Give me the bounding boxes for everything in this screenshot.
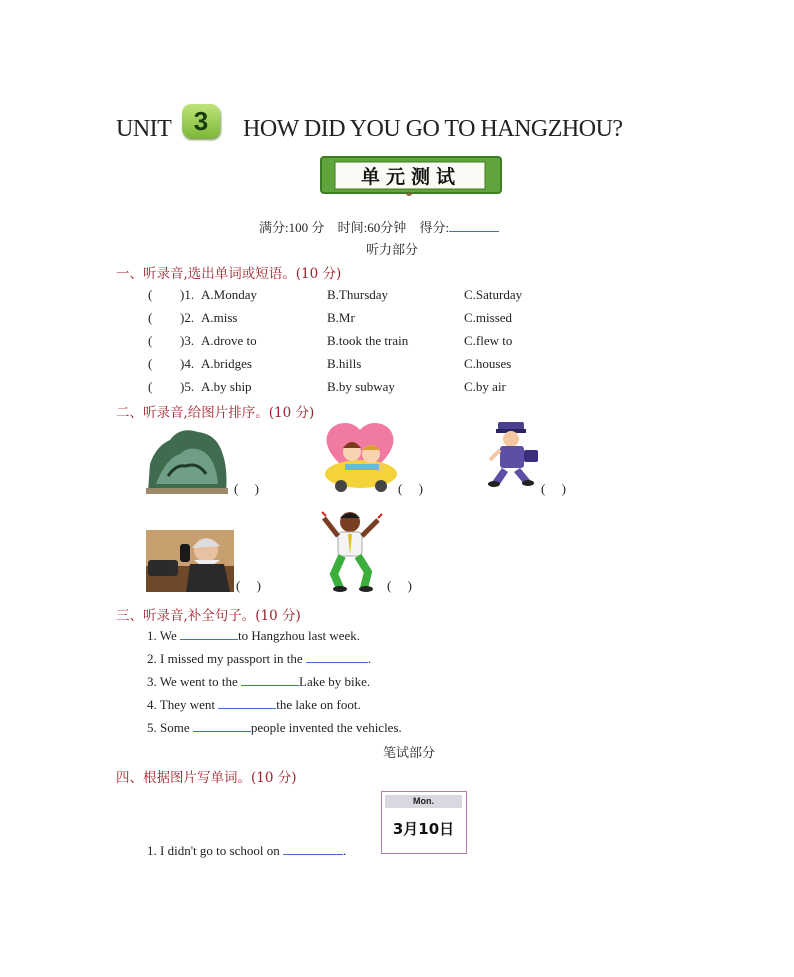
fill-blank[interactable]	[283, 854, 343, 855]
sentence-text: .	[342, 843, 347, 858]
fill-blank[interactable]	[306, 662, 368, 663]
unit-label: UNIT	[116, 116, 172, 142]
option-b: B.Thursday	[327, 287, 389, 302]
sentence-text: .	[367, 651, 372, 666]
sentence-text: 3. We went to the	[147, 674, 242, 689]
sentence-text: 2. I missed my passport in the	[147, 651, 306, 666]
answer-paren[interactable]: (	[148, 356, 153, 371]
option-c: C.houses	[464, 356, 512, 371]
option-c: C.Saturday	[464, 287, 523, 302]
sentence-text: 1. I didn't go to school on	[147, 843, 283, 858]
option-b: B.hills	[327, 356, 362, 371]
option-b: B.took the train	[327, 333, 409, 348]
answer-paren[interactable]: (	[148, 333, 153, 348]
section2-heading: 二、听录音,给图片排序。(10 分)	[116, 405, 315, 421]
sentence-5	[147, 720, 402, 736]
section4-heading: 四、根据图片写单词。(10 分)	[116, 770, 297, 786]
option-c: C.missed	[464, 310, 513, 325]
order-paren[interactable]: ( )	[236, 578, 261, 593]
order-paren[interactable]: ( )	[234, 481, 259, 496]
sentence-1	[147, 628, 360, 644]
sentence-text: people invented the vehicles.	[250, 720, 402, 735]
answer-paren[interactable]: (	[148, 287, 153, 302]
score-line	[259, 217, 509, 236]
question-number: )2.	[180, 310, 195, 325]
option-b: B.Mr	[327, 310, 355, 325]
sentence-text: the lake on foot.	[276, 697, 361, 712]
answer-paren[interactable]: (	[148, 379, 153, 394]
option-c: C.flew to	[464, 333, 513, 348]
postman-picture	[486, 420, 544, 492]
sentence-3	[147, 674, 370, 690]
question-number: )4.	[180, 356, 195, 371]
option-b: B.by subway	[327, 379, 395, 394]
question-number: )1.	[180, 287, 195, 302]
listening-part-label: 听力部分	[366, 242, 419, 257]
fill-blank[interactable]	[193, 731, 251, 732]
old-man-phone-picture	[146, 530, 234, 592]
sentence-text: to Hangzhou last week.	[238, 628, 361, 643]
section4-question-1	[147, 843, 346, 859]
option-a: A.Monday	[201, 287, 257, 302]
dancing-man-picture	[320, 508, 384, 592]
rock-hill-picture	[146, 424, 228, 494]
unit-number-badge: 3	[182, 104, 220, 138]
question-number: )5.	[180, 379, 195, 394]
sentence-4	[147, 697, 361, 713]
section3-heading: 三、听录音,补全句子。(10 分)	[116, 608, 301, 624]
answer-paren[interactable]: (	[148, 310, 153, 325]
option-a: A.bridges	[201, 356, 252, 371]
calendar-picture	[381, 791, 467, 854]
fill-blank[interactable]	[218, 708, 276, 709]
order-paren[interactable]: ( )	[541, 481, 566, 496]
calendar-date: 3月10日	[392, 820, 455, 838]
section1-heading: 一、听录音,选出单词或短语。(10 分)	[116, 266, 342, 282]
time-limit: 时间:60分钟	[337, 220, 407, 235]
order-paren[interactable]: ( )	[398, 481, 423, 496]
option-a: A.by ship	[201, 379, 252, 394]
question-number: )3.	[180, 333, 195, 348]
option-a: A.drove to	[201, 333, 257, 348]
fill-blank[interactable]	[241, 685, 299, 686]
score-label: 得分:	[419, 220, 450, 235]
sentence-2	[147, 651, 371, 667]
full-marks: 满分:100 分	[259, 220, 325, 235]
option-a: A.miss	[201, 310, 238, 325]
fill-blank[interactable]	[180, 639, 238, 640]
sentence-text: Lake by bike.	[299, 674, 371, 689]
calendar-day: Mon.	[385, 795, 462, 808]
score-blank[interactable]	[449, 231, 499, 232]
order-paren[interactable]: ( )	[387, 578, 412, 593]
sentence-text: 1. We	[147, 628, 181, 643]
sentence-text: 4. They went	[147, 697, 219, 712]
option-c: C.by air	[464, 379, 506, 394]
children-car-picture	[319, 422, 401, 494]
banner-title: 单元测试	[360, 166, 461, 188]
sentence-text: 5. Some	[147, 720, 193, 735]
writing-part-label: 笔试部分	[383, 745, 436, 760]
page-title: HOW DID YOU GO TO HANGZHOU?	[243, 116, 623, 142]
